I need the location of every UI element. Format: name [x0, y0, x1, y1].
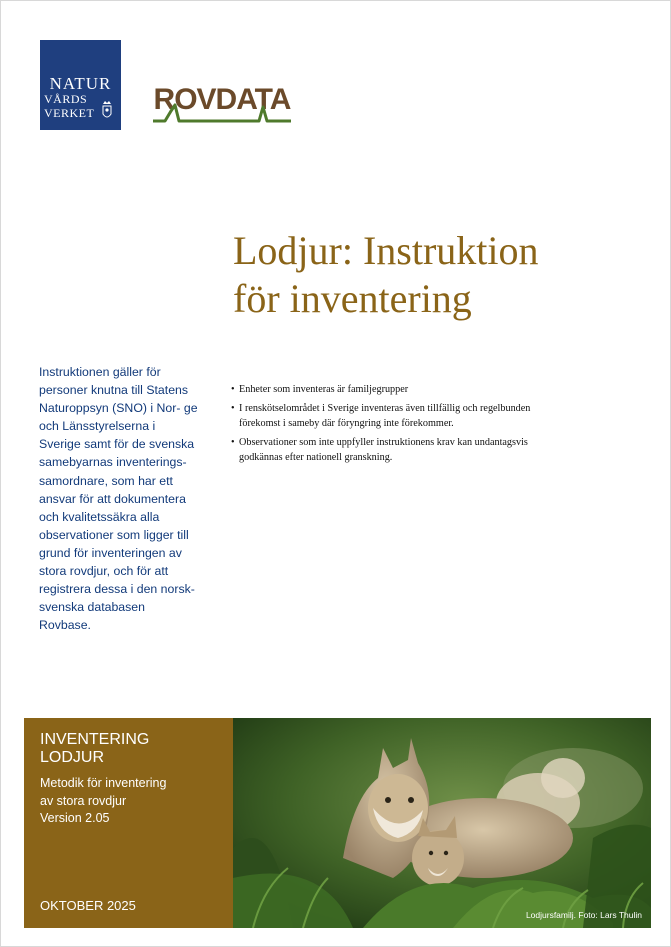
list-item: • I renskötselområdet i Sverige inventeras även tillfällig och regelbunden förekomst i sameby där föryngring inte förekommer. — [231, 401, 531, 432]
naturvardsverket-logo — [40, 40, 121, 130]
lynx-family-photo — [233, 718, 651, 928]
title-line-1: Lodjur: Instruktion — [233, 228, 539, 273]
footer-heading — [40, 731, 149, 767]
footer-heading-line1: INVENTERING — [40, 731, 150, 748]
bullet-list — [231, 382, 531, 469]
footer-subtitle-line2: av stora rovdjur — [40, 793, 127, 808]
intro-paragraph: Instruktionen gäller för personer knutna till Statens Naturoppsyn (SNO) i Nor- ge och Länsstyrelserna i Sverige samt för de svenska samebyarnas inventerings- samordnare, som har ett ansvar för att dokumentera och kvalitetssäkra alla observationer som ligger till grund för inventeringen av stora rovdjur, och för att registrera dessa i den norsk-svenska databasen Rovbase. — [39, 365, 198, 633]
footer-version: Version 2.05 — [40, 811, 110, 825]
list-item: • Observationer som inte uppfyller instruktionens krav kan undantagsvis godkännas efter nationell granskning. — [231, 435, 531, 466]
footer-heading-line2: LODJUR — [40, 749, 105, 766]
rovdata-logo-text: ROVDATA — [153, 83, 291, 116]
lynx-photo-illustration — [233, 718, 651, 928]
logo-text-line2: VÅRDS — [44, 92, 88, 106]
rovdata-logo — [151, 71, 293, 129]
footer-band — [24, 718, 651, 928]
page-title — [233, 227, 539, 323]
footer-info-panel — [24, 718, 233, 928]
list-item: • Enheter som inventeras är familjegrupper — [231, 382, 531, 398]
title-line-2: för inventering — [233, 276, 472, 321]
footer-subtitle-line1: Metodik för inventering — [40, 776, 167, 790]
footer-subtitle — [40, 775, 166, 828]
photo-caption: Lodjursfamilj. Foto: Lars Thulin — [525, 910, 642, 920]
crown-emblem-icon — [100, 98, 114, 122]
logo-text-line3: VERKET — [44, 106, 95, 120]
logo-text-line1: NATUR — [49, 74, 112, 93]
publication-date: OKTOBER 2025 — [40, 898, 136, 913]
